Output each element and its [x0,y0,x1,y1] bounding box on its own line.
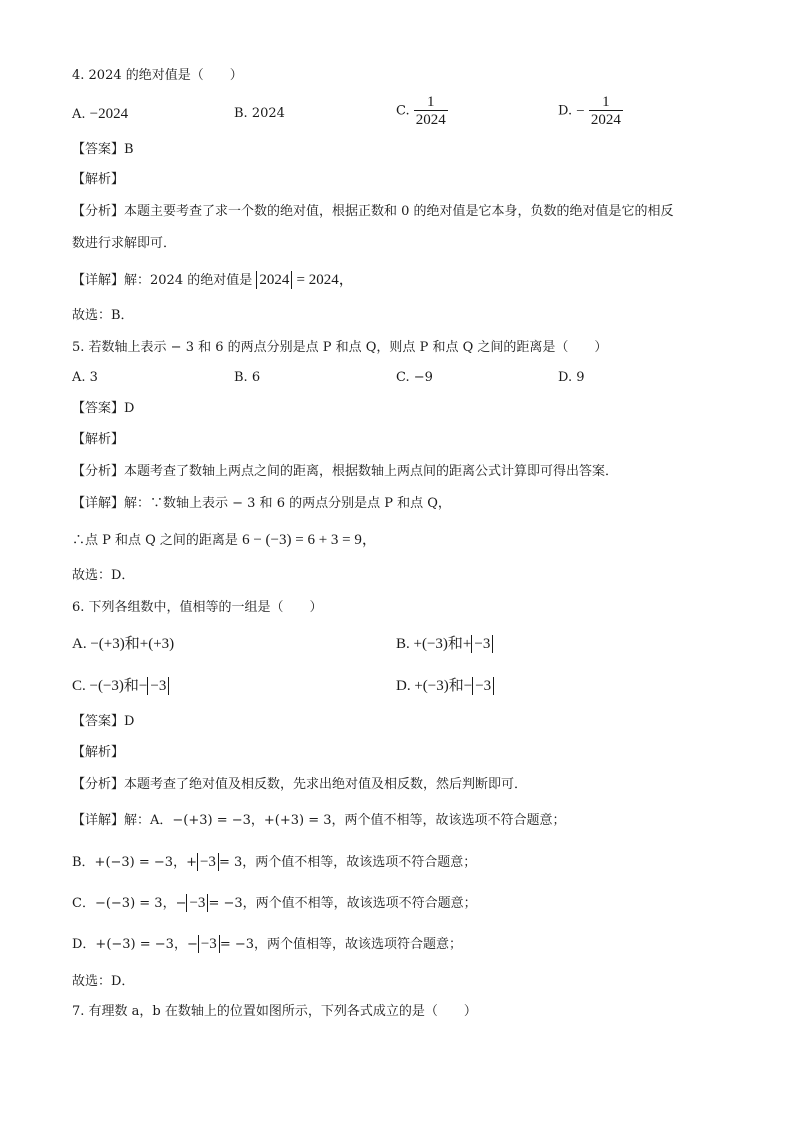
q6-option-c-abs: −3 [147,677,169,695]
q6-detail-d [72,935,462,955]
q5-choose: 故选：D． [72,568,135,583]
q4-option-c [396,94,448,129]
q6-detail-d-abs: −3 [198,935,220,953]
q6-option-c-pre: C. −(−3)和− [72,678,148,694]
q4-option-d [558,94,623,129]
q5-answer: 【答案】D [72,401,135,416]
q4-analysis-line1: 【分析】本题主要考查了求一个数的绝对值，根据正数和 0 的绝对值是它本身，负数的绝对值是它的相反 [72,204,674,219]
q6-option-c [72,676,169,696]
q6-option-b [396,634,493,654]
q6-detail-b-abs: −3 [197,853,219,871]
q6-detail-c-abs: −3 [186,894,208,912]
q5-option-a: A. 3 [72,370,98,385]
q4-option-c-label: C. [396,103,410,119]
q4-option-d-denominator: 2024 [590,112,621,128]
q4-option-a-label: A. [72,107,86,122]
q5-detail-line2-math: 6 − (−3) = 6 + 3 = 9， [242,532,377,548]
q6-analysis-line1: 【分析】本题考查了绝对值及相反数，先求出绝对值及相反数，然后判断即可． [72,777,528,792]
q5-detail-line2-text: ∴点 P 和点 Q 之间的距离是 [72,533,238,548]
q6-analysis-label: 【解析】 [72,745,125,760]
q6-option-d-abs: −3 [472,677,494,695]
q7-stem: 7. 有理数 a，b 在数轴上的位置如图所示，下列各式成立的是（ ） [72,1004,477,1019]
q5-stem: 5. 若数轴上表示 − 3 和 6 的两点分别是点 P 和点 Q，则点 P 和点 Q 之间的距离是（ ） [72,340,608,355]
q4-stem: 4. 2024 的绝对值是（ ） [72,68,243,83]
q4-analysis-label: 【解析】 [72,172,125,187]
q4-option-a [72,104,128,125]
q4-option-b-value: 2024 [251,106,285,121]
q6-stem: 6. 下列各组数中，值相等的一组是（ ） [72,600,323,615]
q4-option-d-fraction [589,94,623,129]
q5-option-b: B. 6 [234,370,261,385]
q4-detail-suffix: = 2024， [296,272,354,288]
q6-detail-d-post: = −3，两个值相等，故该选项符合题意； [219,937,463,952]
q6-detail-a: 【详解】解：A．−(+3) = −3，+(+3) = 3，两个值不相等，故该选项不符合题意； [72,813,566,828]
q6-option-d-pre: D. +(−3)和− [396,678,473,694]
q6-option-b-pre: B. +(−3)和+ [396,636,472,652]
q6-detail-c-post: = −3，两个值不相等，故该选项不符合题意； [208,896,477,911]
q5-option-d: D. 9 [558,370,585,385]
q6-option-d [396,676,494,696]
q5-detail-line1: 【详解】解：∵数轴上表示 − 3 和 6 的两点分别是点 P 和点 Q， [72,496,451,511]
q4-option-c-numerator: 1 [414,94,448,111]
q4-option-c-fraction [414,94,448,129]
q5-analysis-label: 【解析】 [72,432,125,447]
q6-answer: 【答案】D [72,714,135,729]
q6-detail-c-pre: C．−(−3) = 3，− [72,896,187,911]
q6-detail-b-pre: B．+(−3) = −3，+ [72,855,197,870]
q4-detail-abs: 2024 [256,271,292,289]
q6-detail-d-pre: D．+(−3) = −3，− [72,937,198,952]
q5-analysis-line1: 【分析】本题考查了数轴上两点之间的距离，根据数轴上两点间的距离公式计算即可得出答案． [72,464,619,479]
q6-detail-b [72,853,476,873]
q6-option-b-abs: −3 [471,635,493,653]
q6-detail-c [72,894,477,914]
q4-option-d-sign: − [576,103,585,120]
q6-detail-b-post: = 3，两个值不相等，故该选项不符合题意； [218,855,477,870]
q4-option-c-denominator: 2024 [415,112,446,128]
q6-choose: 故选：D． [72,974,135,989]
q4-detail-prefix: 【详解】解：2024 的绝对值是 [72,273,253,288]
q4-analysis-line2: 数进行求解即可． [72,236,177,251]
q6-option-a: A. −(+3)和+(+3) [72,636,175,652]
q5-option-c: C. −9 [396,370,433,385]
q5-detail-line2 [72,530,377,551]
q4-option-a-value: −2024 [89,106,129,122]
q4-answer: 【答案】B [72,142,134,157]
q4-detail [72,270,354,291]
q4-option-b-label: B. [234,106,248,121]
q4-option-b [234,104,285,124]
q4-option-d-label: D. [558,103,573,119]
q4-option-d-numerator: 1 [589,94,623,111]
q4-choose: 故选：B． [72,308,134,323]
